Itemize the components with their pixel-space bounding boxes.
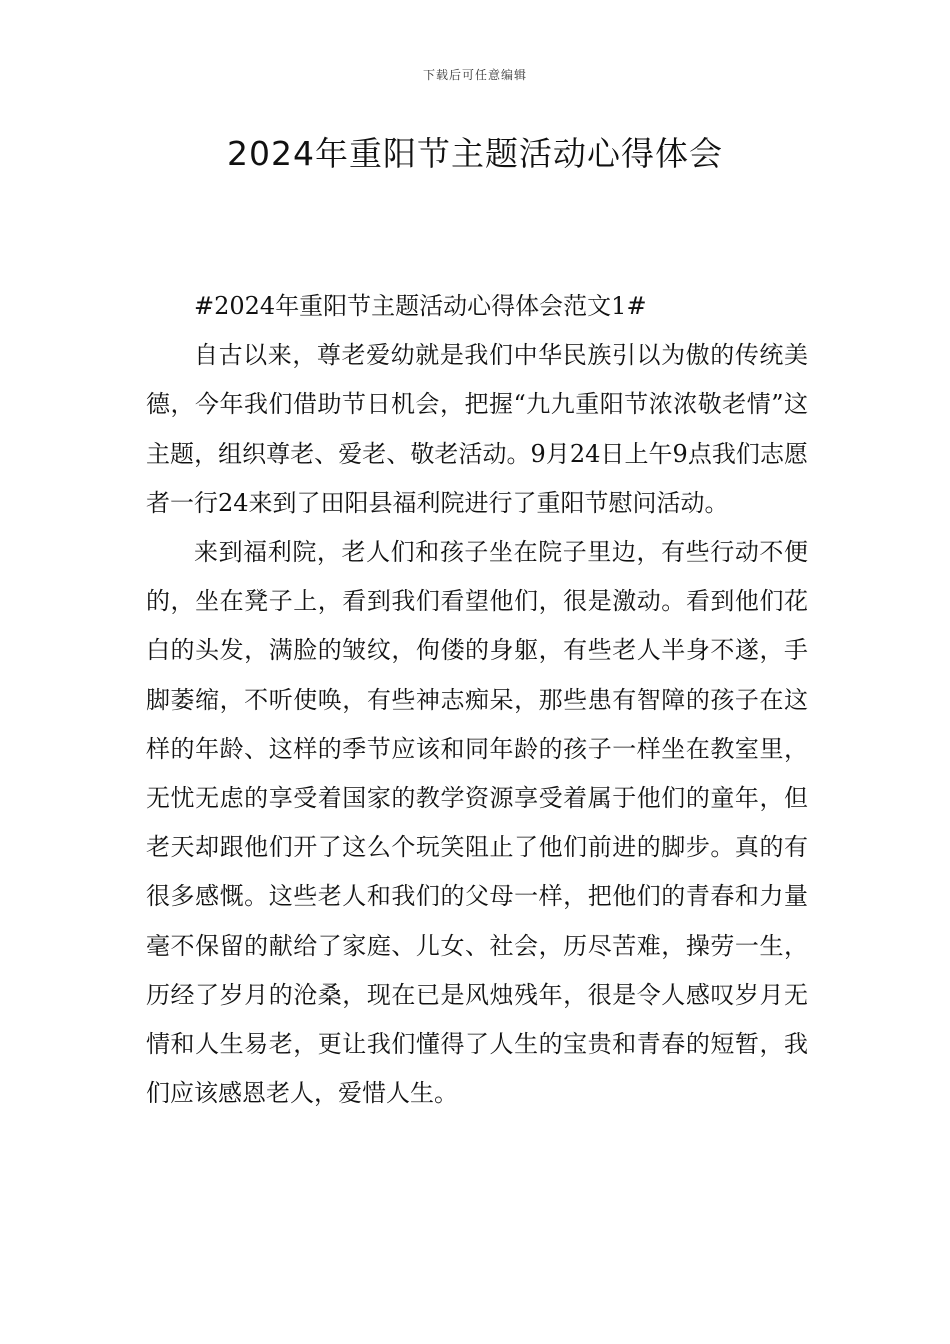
paragraph-2: 来到福利院，老人们和孩子坐在院子里边，有些行动不便的，坐在凳子上，看到我们看望他们，很是激动。看到他们花白的头发，满脸的皱纹，佝偻的身躯，有些老人半身不遂，手脚萎缩，不听使唤，有些神志痴呆，那些患有智障的孩子在这样的年龄、这样的季节应该和同年龄的孩子一样坐在教室里，无忧无虑的享受着国家的教学资源享受着属于他们的童年，但老天却跟他们开了这么个玩笑阻止了他们前进的脚步。真的有很多感慨。这些老人和我们的父母一样，把他们的青春和力量毫不保留的献给了家庭、儿女、社会，历尽苦难，操劳一生，历经了岁月的沧桑，现在已是风烛残年，很是令人感叹岁月无情和人生易老，更让我们懂得了人生的宝贵和青春的短暂，我们应该感恩老人，爱惜人生。 bbox=[146, 538, 808, 1108]
header-note: 下载后可任意编辑 bbox=[422, 68, 527, 82]
document-title: 2024年重阳节主题活动心得体会 bbox=[227, 134, 723, 173]
document-body bbox=[146, 282, 808, 1118]
section-heading: #2024年重阳节主题活动心得体会范文1# bbox=[194, 292, 647, 320]
paragraph-1: 自古以来，尊老爱幼就是我们中华民族引以为傲的传统美德，今年我们借助节日机会，把握“九九重阳节浓浓敬老情”这主题，组织尊老、爱老、敬老活动。9月24日上午9点我们志愿者一行24来到了田阳县福利院进行了重阳节慰问活动。 bbox=[146, 341, 808, 517]
